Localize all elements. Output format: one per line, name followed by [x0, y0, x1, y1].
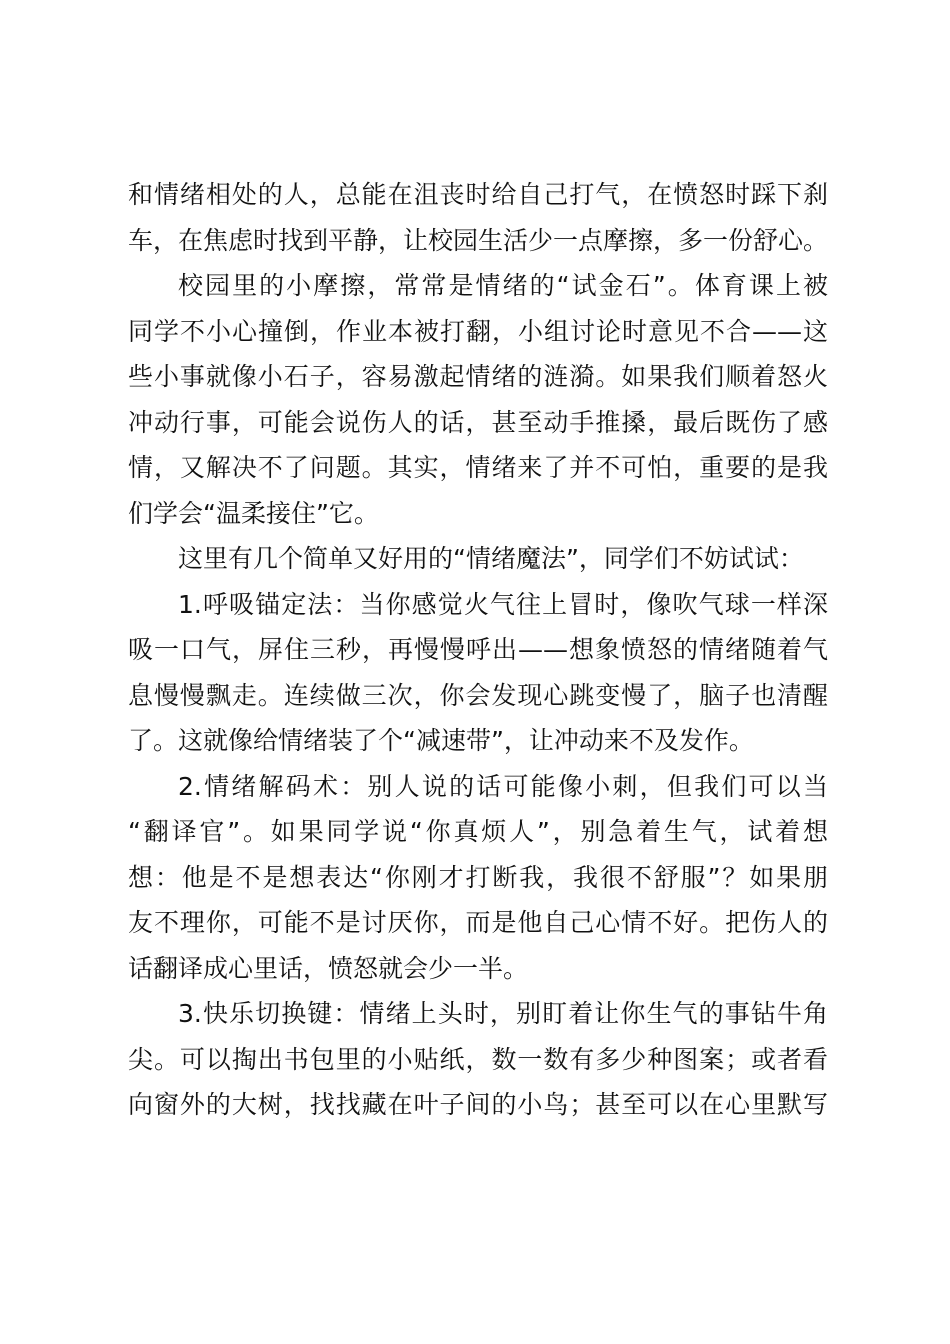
text-line: 冲动行事，可能会说伤人的话，甚至动手推搡，最后既伤了感	[128, 407, 828, 437]
text-line: 3.快乐切换键：情绪上头时，别盯着让你生气的事钻牛角	[178, 999, 828, 1028]
text-line: 尖。可以掏出书包里的小贴纸，数一数有多少种图案；或者看	[128, 1044, 828, 1074]
text-line: 同学不小心撞倒，作业本被打翻，小组讨论时意见不合——这	[128, 316, 828, 346]
text-line: 车，在焦虑时找到平静，让校园生活少一点摩擦，多一份舒心。	[128, 225, 829, 255]
text-line: 些小事就像小石子，容易激起情绪的涟漪。如果我们顺着怒火	[128, 362, 828, 391]
body-text	[128, 172, 828, 1128]
text-line: 们学会“温柔接住”它。	[128, 498, 379, 528]
text-line: 情，又解决不了问题。其实，情绪来了并不可怕，重要的是我	[128, 453, 828, 482]
text-line: 这里有几个简单又好用的“情绪魔法”，同学们不妨试试：	[178, 544, 804, 573]
text-line: 友不理你，可能不是讨厌你，而是他自己心情不好。把伤人的	[128, 908, 828, 937]
text-line: “翻译官”。如果同学说“你真烦人”，别急着生气，试着想	[128, 817, 828, 846]
text-line: 了。这就像给情绪装了个“减速带”，让冲动来不及发作。	[128, 726, 754, 755]
text-line: 息慢慢飘走。连续做三次，你会发现心跳变慢了，脑子也清醒	[128, 680, 828, 710]
text-line: 吸一口气，屏住三秒，再慢慢呼出——想象愤怒的情绪随着气	[128, 635, 828, 664]
text-line: 校园里的小摩擦，常常是情绪的“试金石”。体育课上被	[178, 271, 828, 300]
text-line: 想：他是不是想表达“你刚才打断我，我很不舒服”？如果朋	[128, 862, 828, 892]
text-line: 话翻译成心里话，愤怒就会少一半。	[128, 953, 529, 983]
text-line: 和情绪相处的人，总能在沮丧时给自己打气，在愤怒时踩下刹	[128, 180, 828, 209]
text-line: 1.呼吸锚定法：当你感觉火气往上冒时，像吹气球一样深	[178, 589, 828, 619]
text-line: 向窗外的大树，找找藏在叶子间的小鸟；甚至可以在心里默写	[128, 1090, 828, 1119]
text-line: 2.情绪解码术：别人说的话可能像小刺，但我们可以当	[178, 771, 828, 801]
